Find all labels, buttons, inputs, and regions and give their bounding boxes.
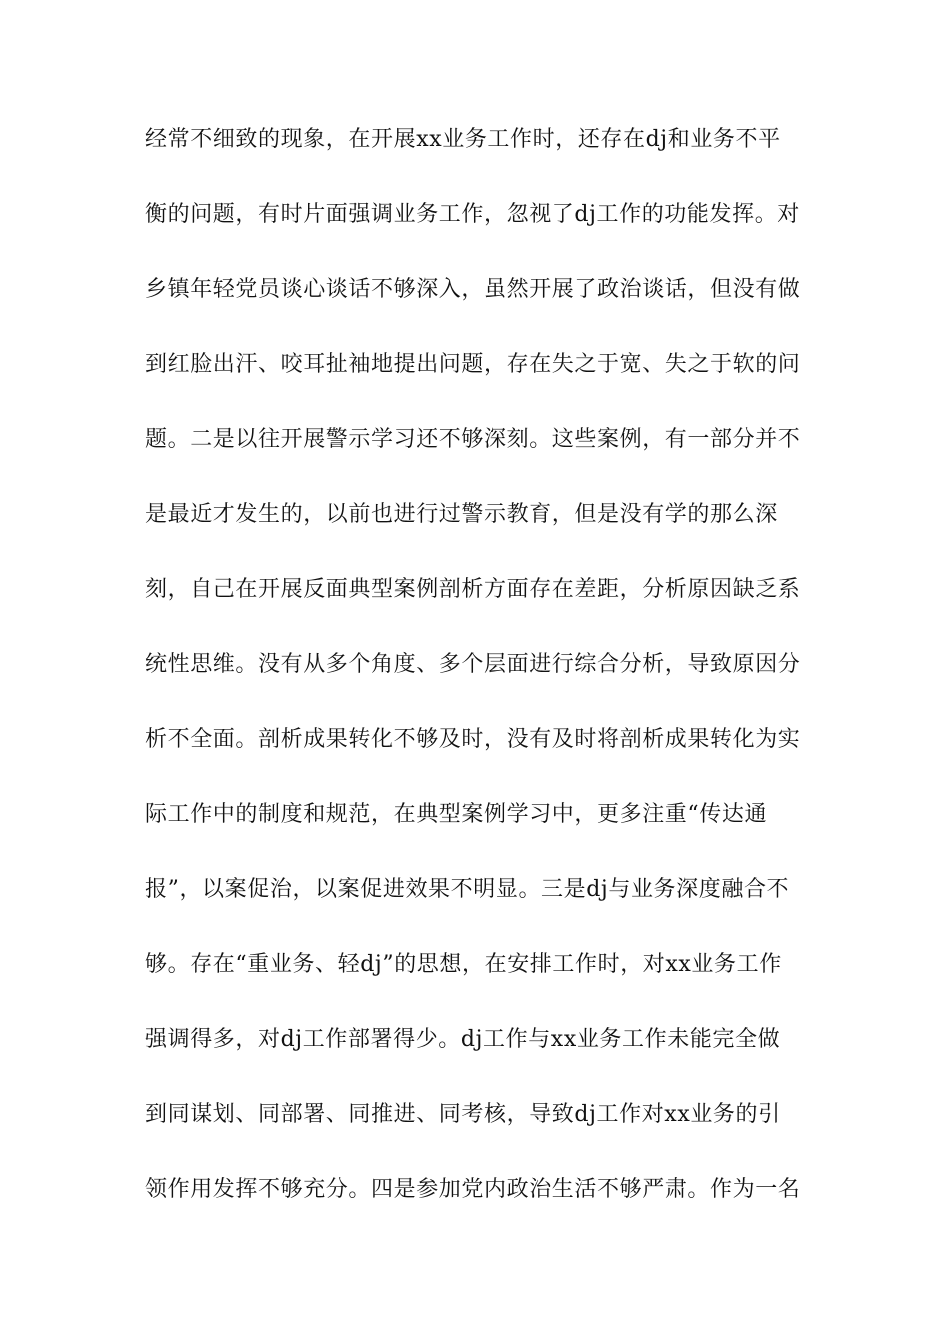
- text-line: 够。存在“重业务、轻dj”的思想，在安排工作时，对xx业务工作: [145, 952, 782, 977]
- text-line: 报”，以案促治，以案促进效果不明显。三是dj与业务深度融合不: [145, 877, 790, 902]
- text-line: 题。二是以往开展警示学习还不够深刻。这些案例，有一部分并不: [145, 427, 801, 452]
- text-line: 乡镇年轻党员谈心谈话不够深入，虽然开展了政治谈话，但没有做: [145, 277, 801, 302]
- text-line: 强调得多，对dj工作部署得少。dj工作与xx业务工作未能完全做: [145, 1027, 781, 1052]
- text-line: 是最近才发生的，以前也进行过警示教育，但是没有学的那么深: [145, 502, 778, 527]
- text-line: 领作用发挥不够充分。四是参加党内政治生活不够严肃。作为一名: [145, 1177, 801, 1202]
- text-line: 衡的问题，有时片面强调业务工作，忽视了dj工作的功能发挥。对: [145, 202, 800, 227]
- text-line: 际工作中的制度和规范，在典型案例学习中，更多注重“传达通: [145, 802, 768, 827]
- text-line: 经常不细致的现象，在开展xx业务工作时，还存在dj和业务不平: [145, 127, 781, 152]
- text-line: 统性思维。没有从多个角度、多个层面进行综合分析，导致原因分: [145, 652, 801, 677]
- text-line: 到红脸出汗、咬耳扯袖地提出问题，存在失之于宽、失之于软的问: [145, 352, 801, 377]
- text-line: 到同谋划、同部署、同推进、同考核，导致dj工作对xx业务的引: [145, 1102, 781, 1127]
- text-line: 刻，自己在开展反面典型案例剖析方面存在差距，分析原因缺乏系: [145, 577, 801, 602]
- text-line: 析不全面。剖析成果转化不够及时，没有及时将剖析成果转化为实: [145, 727, 801, 752]
